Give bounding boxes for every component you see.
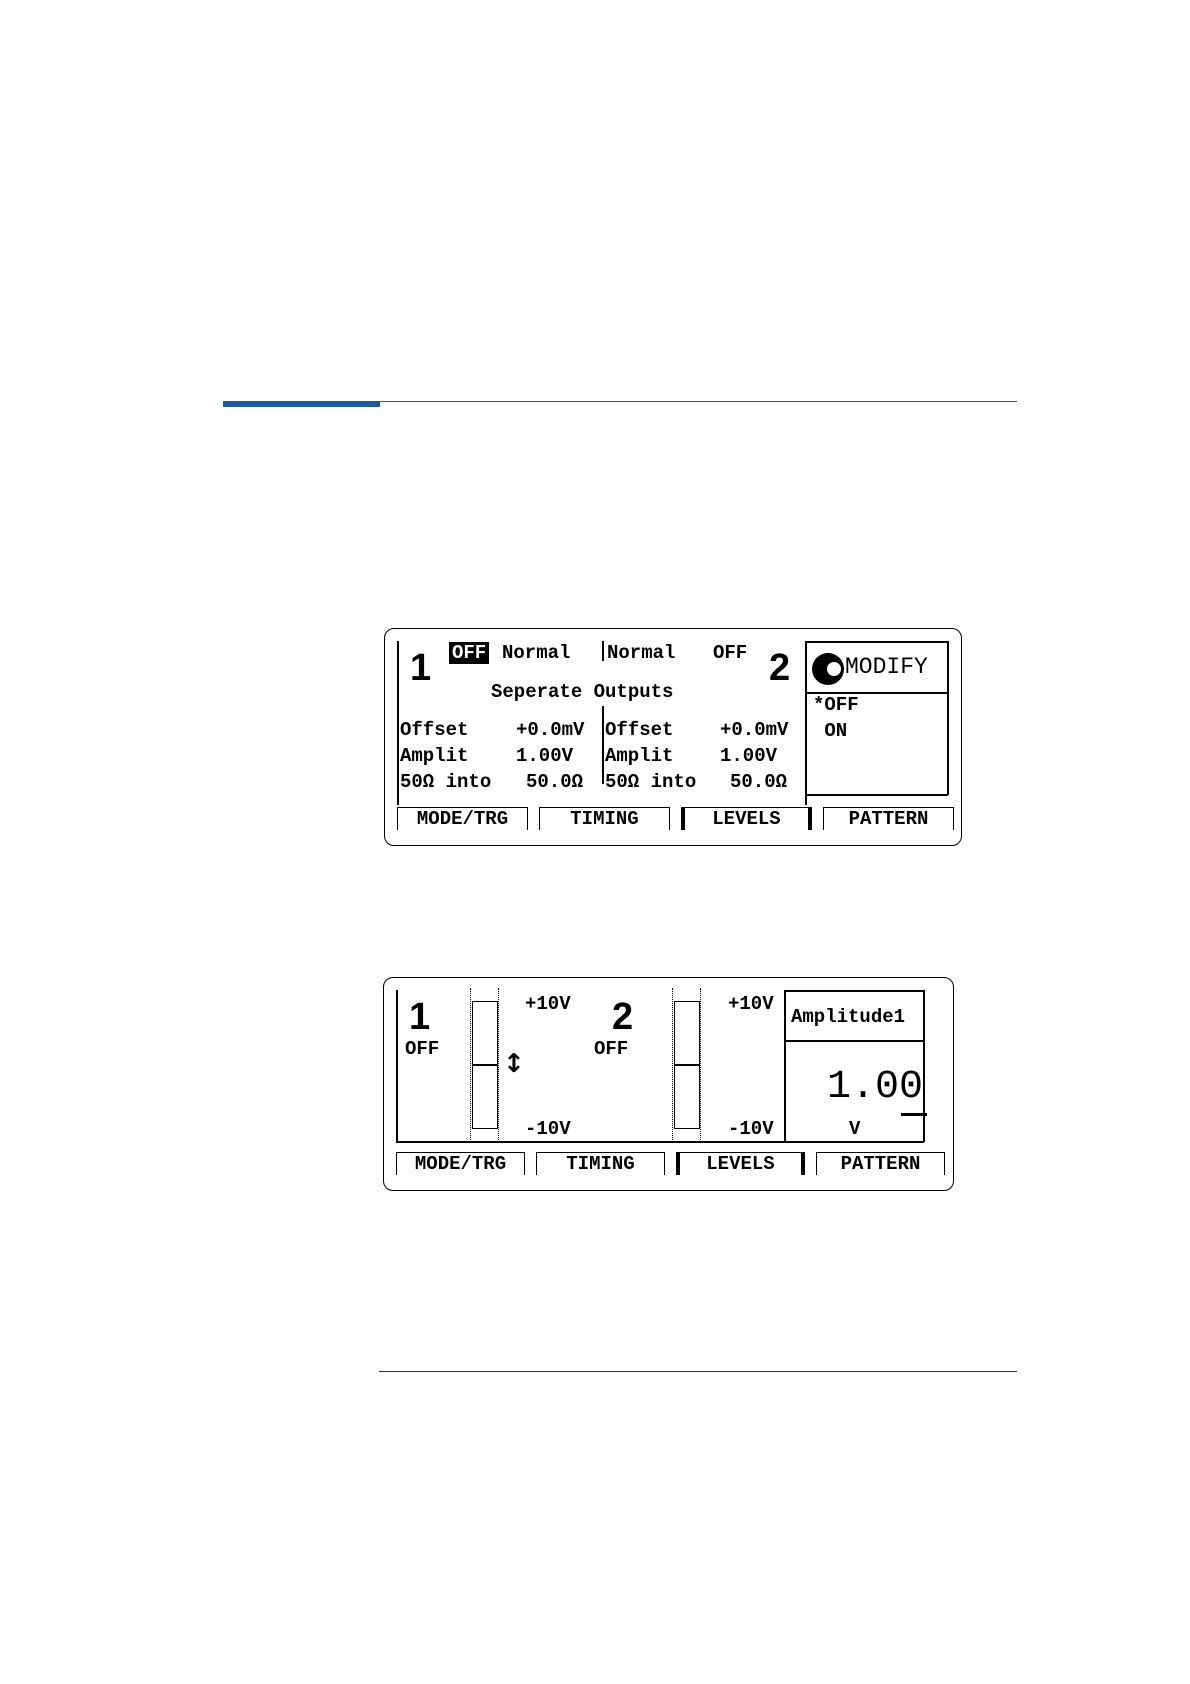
updown-arrow-icon: ↕	[503, 1049, 525, 1079]
channel1-number: 1	[409, 996, 431, 1038]
ch1-load-value: 50.0Ω	[526, 771, 584, 793]
channel2-state: OFF	[594, 1038, 629, 1060]
ch1-range-dotted-left	[470, 988, 471, 1142]
ch2-range-dotted-right	[700, 988, 701, 1142]
field-value[interactable]: 1.00	[827, 1065, 924, 1110]
ch1-level-midline	[472, 1064, 498, 1066]
ch1-min-level: -10V	[525, 1118, 571, 1140]
ch2-level-midline	[674, 1064, 700, 1066]
softkey-mode-trg[interactable]: MODE/TRG	[397, 807, 528, 830]
levels-display-graphic	[383, 977, 954, 1191]
modify-panel-right-border	[947, 641, 949, 795]
softkey-timing[interactable]: TIMING	[536, 1152, 665, 1175]
modify-option-on[interactable]: ON	[813, 720, 848, 742]
divider-top	[602, 641, 604, 661]
channel2-mode: Normal	[607, 642, 676, 664]
softkey-levels[interactable]: LEVELS	[681, 807, 812, 830]
output-mode: Seperate Outputs	[491, 681, 674, 703]
modify-panel-bottom-border	[805, 794, 948, 796]
modify-title: MODIFY	[845, 654, 928, 680]
field-unit: V	[849, 1118, 861, 1140]
modify-option-off[interactable]: *OFF	[813, 694, 859, 716]
frame-left-line	[396, 990, 398, 1142]
ch2-range-dotted-left	[672, 988, 673, 1142]
ch2-max-level: +10V	[728, 993, 774, 1015]
levels-display-separate	[384, 628, 962, 846]
ch1-load-label: 50Ω into	[400, 771, 492, 793]
ch2-offset-label: Offset	[605, 719, 674, 741]
field-cursor	[901, 1113, 927, 1116]
softkey-levels[interactable]: LEVELS	[676, 1152, 805, 1175]
ch1-range-dotted-right	[498, 988, 499, 1142]
ch2-load-label: 50Ω into	[605, 771, 697, 793]
field-title: Amplitude1	[791, 1006, 906, 1028]
modify-panel-top-border	[805, 641, 948, 643]
softkey-timing[interactable]: TIMING	[539, 807, 670, 830]
channel2-number: 2	[769, 647, 791, 689]
channel1-state: OFF	[405, 1038, 440, 1060]
ch1-max-level: +10V	[525, 993, 571, 1015]
channel1-number: 1	[410, 647, 432, 689]
ch1-amplitude-value: 1.00V	[516, 745, 574, 767]
field-panel-top-border	[784, 990, 924, 992]
channel1-state: OFF	[449, 642, 489, 664]
softkey-pattern[interactable]: PATTERN	[816, 1152, 945, 1175]
ch2-min-level: -10V	[728, 1118, 774, 1140]
channel2-state: OFF	[713, 642, 748, 664]
frame-bottom-line-1	[396, 1141, 584, 1143]
channel2-number: 2	[612, 996, 634, 1038]
ch1-amplitude-label: Amplit	[400, 745, 469, 767]
footer-rule	[379, 1371, 1017, 1372]
channel1-mode: Normal	[502, 642, 571, 664]
ch2-load-value: 50.0Ω	[730, 771, 788, 793]
ch2-offset-value: +0.0mV	[720, 719, 789, 741]
field-title-separator	[784, 1040, 924, 1042]
divider-params	[602, 706, 604, 784]
knob-icon	[812, 653, 844, 685]
frame-left-line	[397, 641, 399, 805]
ch1-offset-label: Offset	[400, 719, 469, 741]
header-accent-rule	[223, 401, 380, 407]
ch2-amplitude-value: 1.00V	[720, 745, 778, 767]
ch2-amplitude-label: Amplit	[605, 745, 674, 767]
modify-panel-left-border	[805, 641, 807, 805]
field-panel-right-border	[923, 990, 925, 1142]
frame-bottom-line-2	[584, 1141, 784, 1143]
softkey-mode-trg[interactable]: MODE/TRG	[396, 1152, 525, 1175]
ch1-offset-value: +0.0mV	[516, 719, 585, 741]
field-panel-left-border	[784, 990, 786, 1142]
header-rule	[380, 401, 1017, 402]
field-panel-bottom-border	[784, 1141, 924, 1143]
softkey-pattern[interactable]: PATTERN	[823, 807, 954, 830]
